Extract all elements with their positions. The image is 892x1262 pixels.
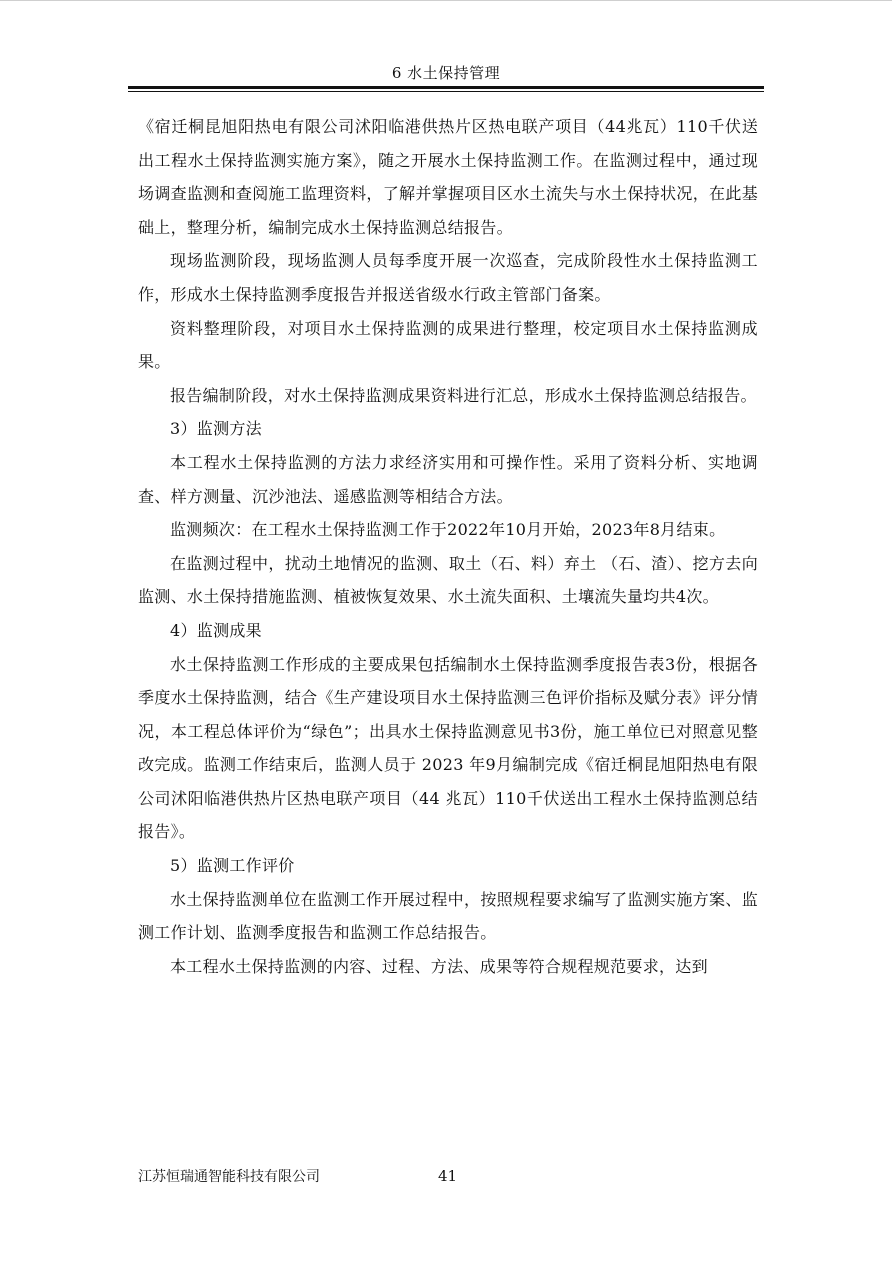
paragraph-9: 水土保持监测单位在监测工作开展过程中，按照规程要求编写了监测实施方案、监测工作计划、监测季度报告和监测工作总结报告。 [138,889,758,943]
footer-company: 江苏恒瑞通智能科技有限公司 [138,1169,320,1185]
section-heading-methods: 3）监测方法 [170,419,262,439]
paragraph-7: 在监测过程中，扰动土地情况的监测、取土（石、料）弃土 （石、渣）、挖方去向监测、水土保持措施监测、植被恢复效果、水土流失面积、土壤流失量均共4次。 [138,553,758,607]
paragraph-8: 水土保持监测工作形成的主要成果包括编制水土保持监测季度报告表3份，根据各季度水土保持监测，结合《生产建设项目水土保持监测三色评价指标及赋分表》评分情况，本工程总体评价为“绿色”；出具水土保持监测意见书3份，施工单位已对照意见整改完成。监测工作结束后，监测人员于 2023 年9月编制完成《宿迁桐昆旭阳热电有限公司沭阳临港供热片区热电联产项目（44 兆瓦）110千伏送出工程水土保持监测总结报告》。 [138,654,758,842]
paragraph-10: 本工程水土保持监测的内容、过程、方法、成果等符合规程规范要求，达到 [170,956,708,976]
body-text [138,110,758,983]
section-heading-results: 4）监测成果 [170,620,262,640]
header-rule-thin [128,91,764,92]
paragraph-1: 《宿迁桐昆旭阳热电有限公司沭阳临港供热片区热电联产项目（44兆瓦）110千伏送出工程水土保持监测实施方案》，随之开展水土保持监测工作。在监测过程中，通过现场调查监测和查阅施工监理资料，了解并掌握项目区水土流失与水土保持状况，在此基础上，整理分析，编制完成水土保持监测总结报告。 [138,117,758,237]
paragraph-4: 报告编制阶段，对水土保持监测成果资料进行汇总，形成水土保持监测总结报告。 [170,385,757,405]
scan-edge-line [0,0,892,1]
paragraph-3: 资料整理阶段，对项目水土保持监测的成果进行整理，校定项目水土保持监测成果。 [138,318,758,372]
paragraph-6: 监测频次：在工程水土保持监测工作于2022年10月开始，2023年8月结束。 [170,520,726,540]
paragraph-5: 本工程水土保持监测的方法力求经济实用和可操作性。采用了资料分析、实地调查、样方测量、沉沙池法、遥感监测等相结合方法。 [138,452,758,506]
section-heading-evaluation: 5）监测工作评价 [170,856,295,876]
header-rule-thick [128,86,764,89]
header-rule [128,86,764,92]
running-header: 6 水土保持管理 [391,64,501,82]
paragraph-2: 现场监测阶段，现场监测人员每季度开展一次巡查，完成阶段性水土保持监测工作，形成水土保持监测季度报告并报送省级水行政主管部门备案。 [138,251,758,304]
page-number: 41 [438,1167,458,1185]
